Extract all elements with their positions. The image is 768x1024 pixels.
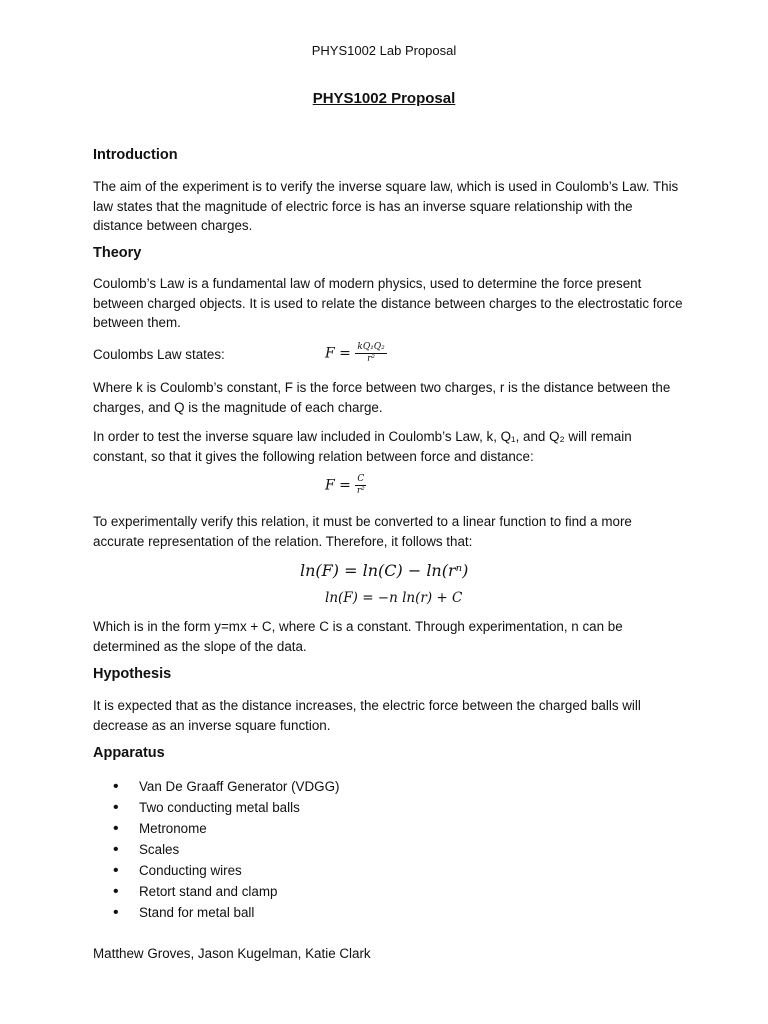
apparatus-item: • Scales: [93, 839, 339, 860]
apparatus-item: • Stand for metal ball: [93, 902, 339, 923]
hypothesis-heading: Hypothesis: [93, 666, 172, 682]
apparatus-item: • Van De Graaff Generator (VDGG): [93, 776, 339, 797]
apparatus-item: • Two conducting metal balls: [93, 797, 339, 818]
coulomb-law-label: Coulombs Law states:: [93, 347, 225, 362]
theory-paragraph-4: To experimentally verify this relation, it must be converted to a linear function to find a more accurate representation of the relation. Therefore, it follows that:: [93, 514, 632, 549]
log-equation-1: ln(F) = ln(C) − ln(rⁿ): [300, 561, 469, 580]
apparatus-list: [93, 776, 339, 923]
page-header: PHYS1002 Lab Proposal: [311, 43, 457, 58]
theory-paragraph-5: Which is in the form y=mx + C, where C is a constant. Through experimentation, n can be determined as the slope of the data.: [93, 619, 623, 654]
log-equation-2: ln(F) = −n ln(r) + C: [325, 590, 463, 606]
apparatus-item: • Conducting wires: [93, 860, 339, 881]
inverse-square-equation: [325, 474, 366, 497]
inverse-square-equation-fraction: [355, 474, 366, 497]
page-footer-authors: Matthew Groves, Jason Kugelman, Katie Clark: [93, 946, 371, 961]
hypothesis-text: It is expected that as the distance increases, the electric force between the charged balls will decrease as an inverse square function.: [93, 698, 641, 733]
introduction-heading: Introduction: [93, 147, 178, 163]
introduction-text: The aim of the experiment is to verify the inverse square law, which is used in Coulomb’s Law. This law states that the magnitude of electric force is has an inverse square relationship with the distance between charges.: [93, 179, 679, 233]
inverse-square-equation-numerator: C: [357, 474, 365, 484]
document-title: PHYS1002 Proposal: [312, 90, 456, 107]
coulomb-equation: [325, 342, 387, 365]
coulomb-equation-lhs: F =: [325, 345, 351, 362]
theory-paragraph-2: Where k is Coulomb’s constant, F is the force between two charges, r is the distance between the charges, and Q is the magnitude of each charge.: [93, 380, 671, 415]
coulomb-equation-fraction: [355, 342, 386, 365]
theory-heading: Theory: [93, 245, 142, 261]
inverse-square-equation-lhs: F =: [325, 477, 351, 494]
theory-paragraph-3: In order to test the inverse square law included in Coulomb’s Law, k, Q₁, and Q₂ will remain constant, so that it gives the following relation between force and distance:: [93, 429, 632, 464]
inverse-square-equation-denominator: r²: [356, 486, 365, 496]
apparatus-heading: Apparatus: [93, 745, 165, 761]
theory-paragraph-1: Coulomb’s Law is a fundamental law of modern physics, used to determine the force present between charged objects. It is used to relate the distance between charges to the electrostatic force between them.: [93, 276, 683, 330]
coulomb-equation-numerator: kQ₁Q₂: [357, 342, 385, 352]
coulomb-equation-denominator: r²: [367, 354, 376, 364]
apparatus-item: • Retort stand and clamp: [93, 881, 339, 902]
apparatus-item: • Metronome: [93, 818, 339, 839]
